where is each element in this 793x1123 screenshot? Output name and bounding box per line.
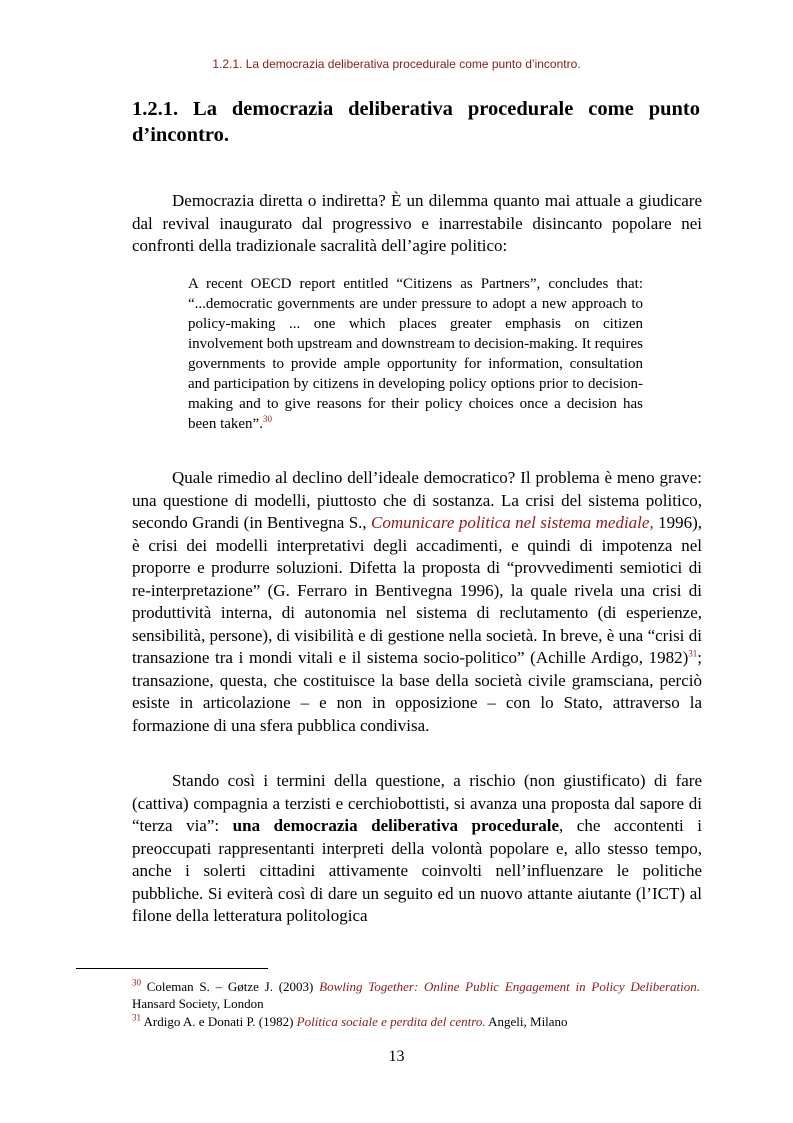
paragraph-3 <box>132 770 702 928</box>
paragraph-2 <box>132 467 702 737</box>
paragraph-2-text-a: Quale rimedio al declino dell’ideale democratico? Il problema è meno grave: una questione di modelli, piuttosto che di sostanza. La crisi del sistema politico, secondo Grandi (in Bentivegna S., <box>132 468 702 532</box>
footnote-title: Politica sociale e perdita del centro. <box>296 1014 486 1029</box>
paragraph-1: Democrazia diretta o indiretta? È un dilemma quanto mai attuale a giudicare dal revival inaugurato dal progressivo e inarrestabile disincanto popolare nei confronti della tradizionale sacralità dell’agire politico: <box>132 191 702 255</box>
cited-work-title: Comunicare politica nel sistema mediale, <box>371 513 654 532</box>
footnote-31 <box>132 1013 700 1030</box>
paragraph-3-text-a: Stando così i termini della questione, a rischio (non giustificato) di fare (cattiva) compagnia a terzisti e cerchiobottisti, si avanza una proposta dal sapore di “terza via”: <box>132 771 702 835</box>
footnote-ref-31[interactable]: 31 <box>688 648 698 659</box>
paragraph-2-text-b: 1996), è crisi dei modelli interpretativi degli accadimenti, e quindi di impotenza nel proporre e produrre soluzioni. Difetta la proposta di “provvedimenti semiotici di re-interpretazione” (G. Ferraro in Bentivegna 1996), la quale rivela una crisi di produttività interna, di autonomia nel sistema di reclutamento (di esperienze, sensibilità, persone), di visibilità e di gestione nella società. In breve, è una “crisi di transazione tra i mondi vitali e il sistema socio-politico” (Achille Ardigo, 1982) <box>132 513 702 667</box>
key-concept: una democrazia deliberativa procedurale <box>232 816 560 835</box>
footnote-authors: Coleman S. – Gøtze J. (2003) <box>146 979 320 994</box>
footnote-30 <box>132 978 700 1012</box>
footnote-title: Bowling Together: Online Public Engagement in Policy Deliberation. <box>319 979 701 994</box>
footnote-separator <box>76 968 268 969</box>
footnote-number: 31 <box>132 1012 141 1023</box>
running-header: 1.2.1. La democrazia deliberativa procedurale come punto d’incontro. <box>212 57 581 71</box>
footnote-publisher: Angeli, Milano <box>485 1014 568 1029</box>
paragraph-3-text-b: , che accontenti i preoccupati rappresentanti interpreti della volontà popolare e, allo stesso tempo, anche i solerti cittadini attivamente coinvolti nell’influenzare le politiche pubbliche. Si eviterà così di dare un seguito ed un nuovo attante aiutante (l’ICT) al filone della letteratura politologica <box>132 816 703 925</box>
section-title: 1.2.1. La democrazia deliberativa procedurale come punto d’incontro. <box>132 98 700 146</box>
block-quote <box>188 274 643 434</box>
footnote-authors: Ardigo A. e Donati P. (1982) <box>143 1014 297 1029</box>
footnote-publisher: Hansard Society, London <box>132 996 264 1011</box>
quote-text: A recent OECD report entitled “Citizens as Partners”, concludes that: “...democratic governments are under pressure to adopt a new approach to policy-making ... one which places greater emphasis on citizen involvement both upstream and downstream to decision-making. It requires governments to provide ample opportunity for information, consultation and participation by citizens in developing policy options prior to decision-making and to give reasons for their policy choices once a decision has been taken”. <box>188 276 643 432</box>
paragraph-2-text-c: ; transazione, questa, che costituisce la base della società civile gramsciana, perciò esiste in articolazione – e non in opposizione – con lo Stato, attraverso la formazione di una sfera pubblica condivisa. <box>132 648 702 735</box>
footnote-number: 30 <box>132 977 141 988</box>
page-number: 13 <box>388 1048 405 1065</box>
footnote-ref-30[interactable]: 30 <box>262 414 272 424</box>
